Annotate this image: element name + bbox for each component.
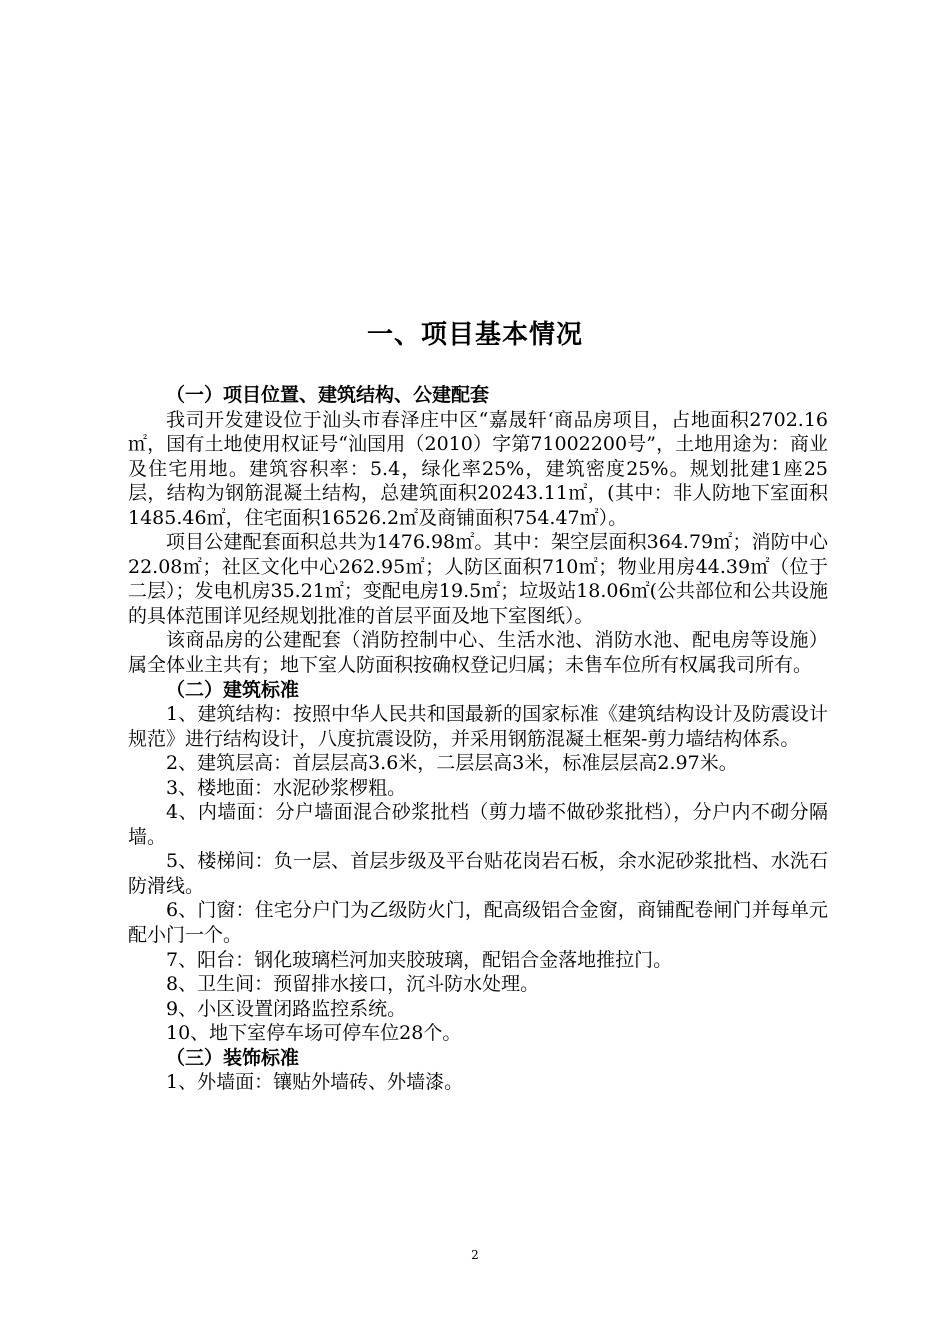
paragraph: 项目公建配套面积总共为1476.98㎡。其中：架空层面积364.79㎡；消防中心22.08㎡；社区文化中心262.95㎡；人防区面积710㎡；物业用房44.39㎡（位于二层）；发电机房35.21㎡；变配电房19.5㎡；垃圾站18.06㎡(公共部位和公共设施的具体范围详见经规划批准的首层平面及地下室图纸）。 (128, 531, 829, 627)
paragraph: 我司开发建设位于汕头市春泽庄中区“嘉晟轩‘商品房项目，占地面积2702.16㎡，国有土地使用权证号“汕国用（2010）字第71002200号”，土地用途为：商业及住宅用地。建筑容积率：5.4，绿化率25%，建筑密度25%。规划批建1座25层，结构为钢筋混凝土结构，总建筑面积20243.11㎡，(其中：非人防地下室面积1485.46㎡，住宅面积16526.2㎡及商铺面积754.47㎡）。 (128, 408, 828, 529)
document-body (128, 383, 828, 1095)
paragraph: 该商品房的公建配套（消防控制中心、生活水池、消防水池、配电房等设施）属全体业主共有；地下室人防面积按确权登记归属；未售车位所有权属我司所有。 (128, 629, 828, 677)
paragraph: 7、阳台：钢化玻璃栏河加夹胶玻璃，配铝合金落地推拉门。 (166, 948, 673, 971)
paragraph: 1、建筑结构：按照中华人民共和国最新的国家标准《建筑结构设计及防震设计规范》进行结构设计，八度抗震设防，并采用钢筋混凝土框架-剪力墙结构体系。 (128, 703, 828, 750)
page-title: 一、项目基本情况 (366, 320, 583, 350)
paragraph: 5、楼梯间：负一层、首层步级及平台贴花岗岩石板，余水泥砂浆批档、水洗石防滑线。 (128, 850, 828, 897)
paragraph: 9、小区设置闭路监控系统。 (166, 997, 407, 1020)
paragraph: 10、地下室停车场可停车位28个。 (166, 1022, 462, 1045)
paragraph: 1、外墙面：镶贴外墙砖、外墙漆。 (166, 1071, 464, 1094)
section-heading: （一）项目位置、建筑结构、公建配套 (166, 384, 490, 406)
page-number: 2 (471, 1248, 479, 1262)
paragraph: 4、内墙面：分户墙面混合砂浆批档（剪力墙不做砂浆批档），分户内不砌分隔墙。 (128, 801, 828, 848)
section-heading: （三）装饰标准 (166, 1046, 300, 1069)
paragraph: 6、门窗：住宅分户门为乙级防火门，配高级铝合金窗，商铺配卷闸门并每单元配小门一个。 (128, 899, 828, 947)
paragraph: 8、卫生间：预留排水接口，沉斗防水处理。 (166, 973, 540, 996)
paragraph: 2、建筑层高：首层层高3.6米，二层层高3米，标准层层高2.97米。 (166, 752, 738, 775)
section-heading: （二）建筑标准 (166, 678, 300, 701)
paragraph: 3、楼地面：水泥砂浆椤粗。 (166, 776, 407, 799)
